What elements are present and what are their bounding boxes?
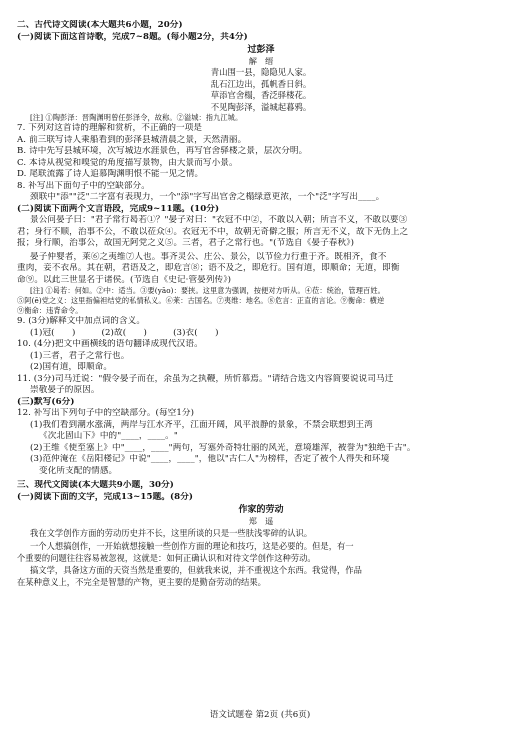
poem-line: 不见陶彭泽，溢城起暮鸦。 — [210, 101, 312, 112]
question-12-item: (1)我们看到潮水涨满，两岸与江水齐平，江面开阔，风平浪静的景象，不禁会联想到王湾 — [30, 419, 373, 430]
article-author: 郑 遥 — [248, 516, 274, 527]
section-heading-3: 三、现代文阅读(本大题共9小题，30分) — [17, 480, 174, 491]
classical-note: ⑤阿(ē)党之义：这里指偏袒结党的私情私义。⑥莱：古国名。⑦夷维：地名。⑧危言：正直的言论。⑨衡命：横逆 — [17, 296, 385, 306]
poem-author: 解 缙 — [248, 56, 274, 66]
poem-line: 青山围一县，隐隐见人家。 — [210, 67, 312, 77]
classical-note: [注] ①曷若：何如。②中：适当。③要(yāo)：要挟。这里意为强调，按便对方听从。④莅：统治，管理百姓。 — [30, 286, 385, 296]
part-heading-poem: (一)阅读下面这首诗歌，完成7~8题。(每小题2分，共4分) — [17, 31, 248, 42]
question-12-item: (2)王维《使至塞上》中"____，____"两句，写塞外奇特壮丽的风光，意境雄浑，被誉为"独绝千古"。 — [30, 442, 416, 453]
poem-line: 乱石江边出，孤帆香日斜。 — [210, 78, 312, 89]
poem-note: [注] ①陶彭泽：晋陶渊明曾任彭泽令，故称。②溢城：指九江城。 — [30, 113, 243, 123]
classical-text-1: 景公问晏子曰："君子常行曷若①？"晏子对曰："衣冠不中②，不敢以入朝；所言不义，不敢以要③ — [30, 215, 408, 226]
classical-text-2: 命⑨。以此三世显名于诸侯。(节选自《史记·管晏列传》) — [17, 274, 232, 285]
option-a: A. 前三联写诗人乘船看到的彭泽县城清晨之景，天然清丽。 — [17, 134, 247, 145]
article-paragraph: 个重要的问题往往容易被忽视，这就是：如何正确认识和对待文学创作这种劳动。 — [17, 552, 316, 563]
article-title: 作家的劳动 — [238, 505, 284, 516]
question-10-item: (2)国有道，即顺命。 — [30, 362, 113, 373]
option-d: D. 尾联流露了诗人追慕陶渊明恨不能一见之情。 — [17, 169, 204, 180]
article-paragraph: 搞文学，具备这方面的天资当然是重要的，但就我来说，并不重视这个东西。我觉得，作品 — [30, 564, 362, 575]
poem-line: 草添官舍榻，香泛驿楼花。 — [210, 90, 312, 101]
section-heading-2: 二、古代诗文阅读(本大题共6小题，20分) — [17, 20, 183, 30]
article-paragraph: 在某种意义上，不完全是智慧的产物，更主要的是勤奋劳动的结果。 — [17, 577, 266, 588]
classical-text-1: 君；身行不顺，治事不公，不敢以莅众④。衣冠无不中，故朝无奇僻之服；所言无不义，故下无伪上之 — [17, 226, 409, 237]
part-heading-classical: (二)阅读下面两个文言语段，完成9~11题。(10分) — [17, 203, 220, 214]
question-9: 9. (3分)解释文中加点词的含义。 — [17, 316, 146, 327]
question-9-items: (1)冠( ) (2)故( ) (3)衣( ) — [30, 327, 219, 338]
question-12-item: (3)范仲淹在《岳阳楼记》中说"____，____"，他以"古仁人"为榜样，否定了被个人得失和环境 — [30, 454, 390, 465]
part-heading-modern: (一)阅读下面的文字，完成13~15题。(8分) — [17, 491, 194, 502]
classical-text-2: 晏子仲婴者，莱⑥之夷维⑦人也。事齐灵公、庄公、景公，以节俭力行重于齐。既相齐，食不 — [30, 251, 387, 262]
question-8: 8. 补写出下面句子中的空缺部分。 — [17, 180, 150, 191]
page-footer: 语文试题卷 第2页 (共6页) — [209, 710, 311, 720]
article-paragraph: 我在文学创作方面的劳动历史并不长，这里所谈的只是一些肤浅零碎的认识。 — [30, 528, 313, 539]
part-heading-dictation: (三)默写(6分) — [17, 396, 75, 407]
question-12-item: 《次北固山下》中的"____，____。" — [39, 431, 178, 442]
option-b: B. 诗中先写县城环境，次写城边水涯景色，再写官舍驿楼之景，层次分明。 — [17, 146, 308, 157]
question-7: 7. 下列对这首诗的理解和赏析，不正确的一项是 — [17, 123, 203, 134]
question-10: 10. (4分)把文中画横线的语句翻译成现代汉语。 — [17, 339, 203, 350]
question-11: 11. (3分)司马迁说："假令晏子而在，余虽为之执鞭，所忻慕焉。"请结合选文内容简要说说司马迁 — [17, 373, 394, 384]
classical-note: ⑨衡命：违背命令。 — [17, 306, 83, 316]
poem-title: 过彭泽 — [247, 45, 275, 55]
classical-text-2: 重肉，妾不衣帛。其在朝，君语及之，即危言⑧；语不及之，即危行。国有道，即顺命；无道，即衡 — [17, 263, 400, 274]
article-paragraph: 一个人想搞创作，一开始就想接触一些创作方面的理论和技巧，这是必要的。但是，有一 — [30, 540, 354, 551]
classical-text-1: 报；身行顺，治事公，故国无阿党之义⑤。三者，君子之常行也。"(节选自《晏子春秋》) — [17, 238, 355, 249]
question-10-item: (1)三者，君子之常行也。 — [30, 350, 130, 361]
option-c: C. 本诗从视觉和嗅觉的角度描写景物，由大景而写小景。 — [17, 157, 238, 168]
question-12-item: 变化所支配的情感。 — [39, 465, 118, 476]
question-12: 12. 补写出下列句子中的空缺部分。(每空1分) — [17, 408, 195, 419]
question-11-cont: 崇敬晏子的原因。 — [30, 385, 100, 396]
question-8-body: 颈联中"添""泛"二字富有表现力，一个"添"字写出官舍之榻绿意更浓，一个"泛"字写出____。 — [30, 192, 385, 203]
exam-page — [17, 20, 505, 588]
